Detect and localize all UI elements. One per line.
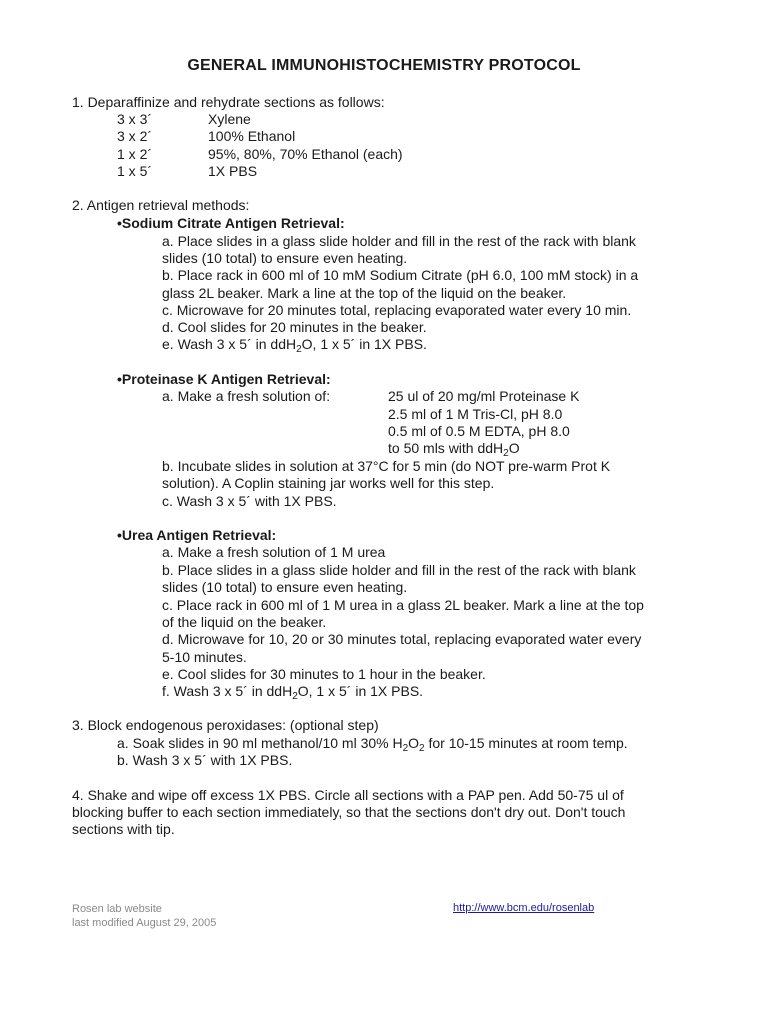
proteinase-step-a: a. Make a fresh solution of: <box>162 388 331 404</box>
step4-line: blocking buffer to each section immediately, so that the sections don't dry out. Don't touch <box>72 804 626 820</box>
footer-last-modified: last modified August 29, 2005 <box>72 917 217 929</box>
step3-step-b: b. Wash 3 x 5´ with 1X PBS. <box>117 752 293 768</box>
step4-line: 4. Shake and wipe off excess 1X PBS. Circle all sections with a PAP pen. Add 50-75 ul of <box>72 787 624 803</box>
step1-row-time: 1 x 5´ <box>117 163 153 179</box>
step1-row-solution: 95%, 80%, 70% Ethanol (each) <box>208 146 403 162</box>
urea-step-f: f. Wash 3 x 5´ in ddH$_2$O, 1 x 5´ in 1X PBS. <box>162 683 424 702</box>
proteinase-step-b-cont: solution). A Coplin staining jar works well for this step. <box>162 475 495 491</box>
step1-row-solution: Xylene <box>208 111 251 127</box>
document-title: GENERAL IMMUNOHISTOCHEMISTRY PROTOCOL <box>187 57 581 74</box>
citrate-title: •Sodium Citrate Antigen Retrieval: <box>117 215 345 231</box>
urea-step-d-cont: 5-10 minutes. <box>162 649 247 665</box>
step1-row-time: 3 x 2´ <box>117 128 153 144</box>
recipe-line: 25 ul of 20 mg/ml Proteinase K <box>388 388 580 404</box>
citrate-step-d: d. Cool slides for 20 minutes in the beaker. <box>162 319 427 335</box>
urea-step-c: c. Place rack in 600 ml of 1 M urea in a glass 2L beaker. Mark a line at the top <box>162 597 644 613</box>
urea-step-b: b. Place slides in a glass slide holder and fill in the rest of the rack with blank <box>162 562 636 578</box>
urea-step-d: d. Microwave for 10, 20 or 30 minutes total, replacing evaporated water every <box>162 631 642 647</box>
step1-row-solution: 100% Ethanol <box>208 128 296 144</box>
footer-source: Rosen lab website <box>72 903 162 915</box>
step1-row-solution: 1X PBS <box>208 163 258 179</box>
proteinase-step-b: b. Incubate slides in solution at 37°C for 5 min (do NOT pre-warm Prot K <box>162 458 611 474</box>
citrate-step-e: e. Wash 3 x 5´ in ddH$_2$O, 1 x 5´ in 1X PBS. <box>162 336 427 355</box>
step1-heading: 1. Deparaffinize and rehydrate sections as follows: <box>72 94 385 110</box>
urea-step-b-cont: slides (10 total) to ensure even heating. <box>162 579 408 595</box>
recipe-line: 0.5 ml of 0.5 M EDTA, pH 8.0 <box>388 423 570 439</box>
citrate-step-b-cont: glass 2L beaker. Mark a line at the top of the liquid on the beaker. <box>162 285 567 301</box>
step4-line: sections with tip. <box>72 821 175 837</box>
citrate-step-b: b. Place rack in 600 ml of 10 mM Sodium Citrate (pH 6.0, 100 mM stock) in a <box>162 267 639 283</box>
citrate-step-a: a. Place slides in a glass slide holder and fill in the rest of the rack with blank <box>162 233 636 249</box>
citrate-step-c: c. Microwave for 20 minutes total, replacing evaporated water every 10 min. <box>162 302 632 318</box>
step1-row-time: 3 x 3´ <box>117 111 153 127</box>
step1-row-time: 1 x 2´ <box>117 146 153 162</box>
step3-step-a: a. Soak slides in 90 ml methanol/10 ml 30% $H_2O_2$ for 10-15 minutes at room temp. <box>117 735 628 754</box>
urea-title: •Urea Antigen Retrieval: <box>117 527 277 543</box>
step3-heading: 3. Block endogenous peroxidases: (optional step) <box>72 717 379 733</box>
urea-step-a: a. Make a fresh solution of 1 M urea <box>162 544 386 560</box>
proteinase-title: •Proteinase K Antigen Retrieval: <box>117 371 331 387</box>
proteinase-step-c: c. Wash 3 x 5´ with 1X PBS. <box>162 493 337 509</box>
step2-heading: 2. Antigen retrieval methods: <box>72 197 250 213</box>
recipe-line: to 50 mls with ddH$_2$O <box>388 440 520 459</box>
urea-step-e: e. Cool slides for 30 minutes to 1 hour in the beaker. <box>162 666 486 682</box>
citrate-step-a-cont: slides (10 total) to ensure even heating. <box>162 250 408 266</box>
recipe-line: 2.5 ml of 1 M Tris-Cl, pH 8.0 <box>388 406 563 422</box>
footer-url-link[interactable]: http://www.bcm.edu/rosenlab <box>453 902 595 914</box>
urea-step-c-cont: of the liquid on the beaker. <box>162 614 327 630</box>
